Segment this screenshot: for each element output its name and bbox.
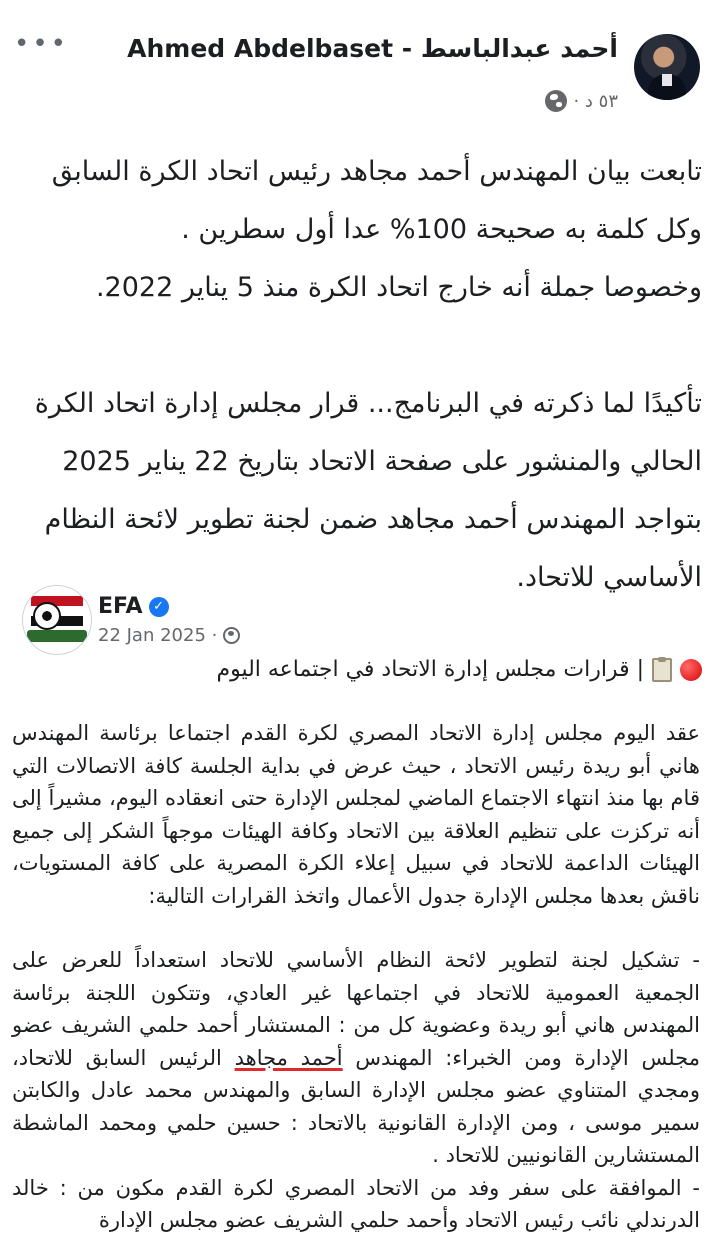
globe-icon [223, 627, 240, 644]
decision-text-after: الرئيس السابق للاتحاد، ومجدي المتناوي عضو مجلس الإدارة السابق والمهندس محمد عادل والكابتن سمير موسى ، ومن الإدارة القانونية بالاتحاد : حسين حلمي ومحمد الماشطة المستشارين القانونيين للاتحاد . [12, 1045, 700, 1167]
red-circle-icon [680, 659, 702, 681]
headline-text: | قرارات مجلس إدارة الاتحاد في اجتماعه اليوم [216, 657, 644, 682]
post-line: بتواجد المهندس أحمد مجاهد ضمن لجنة تطوير لائحة النظام [44, 504, 702, 535]
author-avatar[interactable] [634, 34, 700, 100]
decision-paragraph [12, 944, 700, 1172]
page-name-text[interactable]: EFA [98, 594, 143, 619]
shared-post-date[interactable]: 22 Jan 2025 · [98, 625, 218, 646]
author-name[interactable]: أحمد عبدالباسط - Ahmed Abdelbaset [127, 34, 618, 63]
shared-page-name[interactable] [98, 594, 169, 619]
post-line: تأكيدًا لما ذكرته في البرنامج... قرار مجلس إدارة اتحاد الكرة [34, 388, 702, 419]
verified-badge-icon: ✓ [149, 597, 169, 617]
post-line: تابعت بيان المهندس أحمد مجاهد رئيس اتحاد الكرة السابق [51, 156, 702, 187]
post-text [12, 143, 702, 607]
intro-paragraph: عقد اليوم مجلس إدارة الاتحاد المصري لكرة القدم اجتماعا برئاسة المهندس هاني أبو ريدة رئيس الاتحاد ، حيث عرض في بداية الجلسة كافة الاتصالات التي قام بها منذ انتهاء الاجتماع الماضي لمجلس الإدارة حتى انعقاده اليوم، مشيراً إلى أنه تركزت على تنظيم العلاقة بين الاتحاد وكافة الهيئات موجهاً الشكر إلى جميع الهيئات الداعمة للاتحاد في سبيل إعلاء الكرة المصرية على كافة المستويات، ناقش بعدها مجلس الإدارة جدول الأعمال واتخذ القرارات التالية: [12, 721, 700, 908]
more-options-icon[interactable]: ••• [14, 29, 70, 59]
efa-logo[interactable] [22, 585, 92, 655]
post-header [0, 0, 716, 120]
football-icon [33, 602, 61, 630]
logo-band [27, 630, 87, 642]
post-line: الحالي والمنشور على صفحة الاتحاد بتاريخ 22 يناير 2025 [62, 446, 702, 477]
globe-icon [545, 90, 567, 112]
decision-text-before: - تشكيل لجنة لتطوير لائحة النظام الأساسي للاتحاد استعداداً للعرض على الجمعية العمومية للاتحاد في اجتماعها غير العادي، وتتكون اللجنة برئاسة المهندس هاني أبو ريدة وعضوية كل من : المستشار أحمد حلمي الشريف عضو مجلس الإدارة ومن الخبراء: المهندس [12, 948, 700, 1070]
highlighted-name: أحمد مجاهد [234, 1045, 343, 1070]
shared-post[interactable] [0, 585, 716, 1249]
paragraph-gap [12, 317, 702, 375]
post-line: الأساسي للاتحاد. [516, 562, 702, 593]
shared-post-meta [98, 625, 240, 646]
shared-headline [216, 657, 702, 682]
post-meta [545, 90, 618, 112]
post-time[interactable]: ٥٣ د · [573, 90, 618, 112]
shared-body [12, 717, 700, 1237]
post-line: وكل كلمة به صحيحة 100% عدا أول سطرين . [181, 214, 702, 245]
clipboard-icon [652, 658, 672, 682]
post-line: وخصوصا جملة أنه خارج اتحاد الكرة منذ 5 يناير 2022. [95, 272, 702, 303]
decision-paragraph: - الموافقة على سفر وفد من الاتحاد المصري لكرة القدم مكون من : خالد الدرندلي نائب رئيس الاتحاد وأحمد حلمي الشريف عضو مجلس الإدارة [12, 1175, 700, 1232]
avatar-collar [662, 74, 672, 86]
paragraph-gap [12, 912, 700, 944]
